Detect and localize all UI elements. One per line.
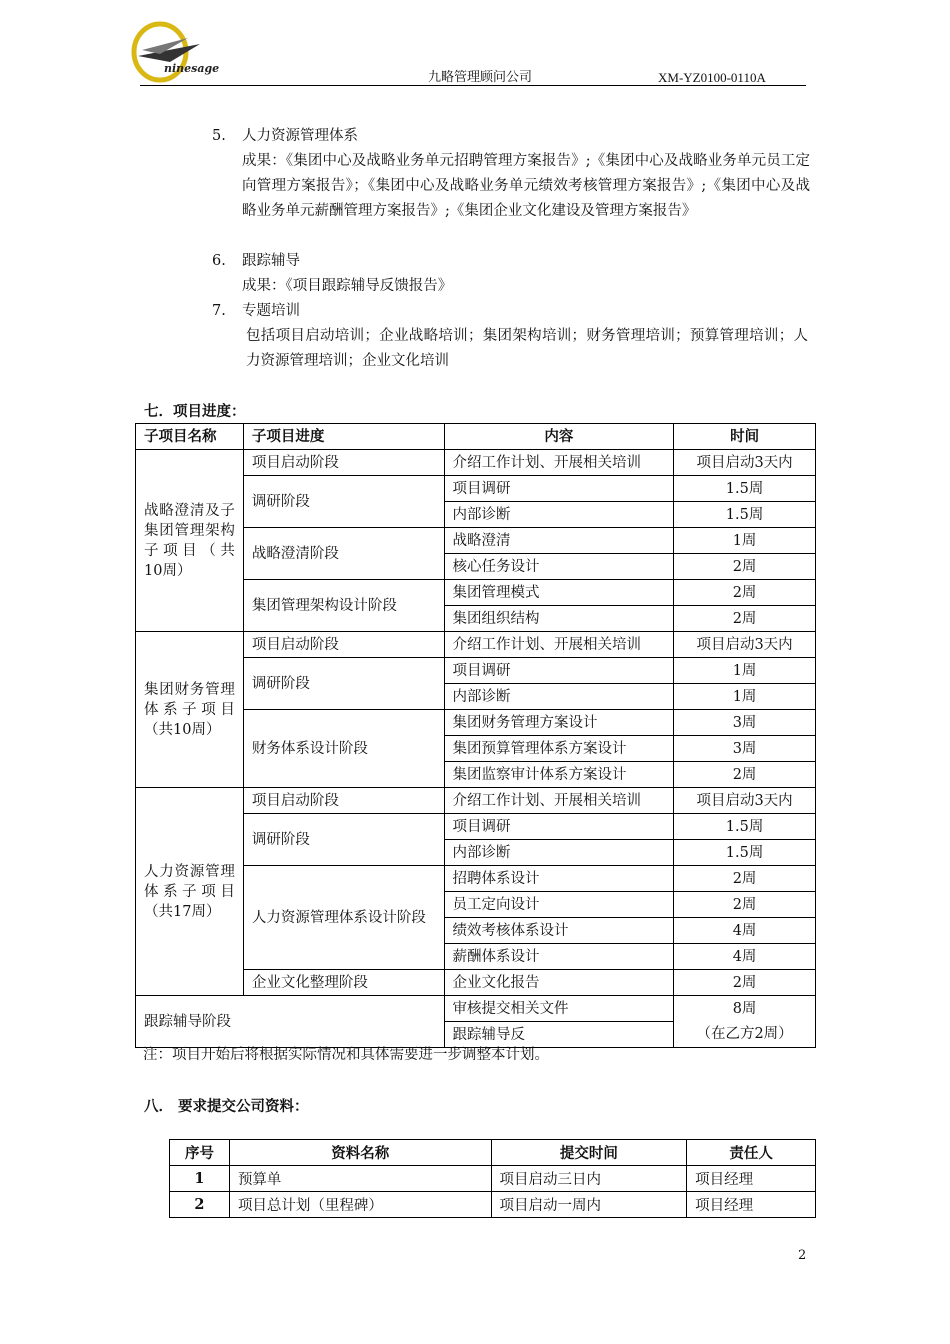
time-cell: 1.5周 <box>674 476 816 502</box>
logo-text: ninesage <box>164 62 220 75</box>
time-cell: 1.5周 <box>674 840 816 866</box>
header-cell: 子项目名称 <box>136 424 244 450</box>
header-company: 九略管理顾问公司 <box>427 70 532 85</box>
header-cell: 资料名称 <box>229 1140 491 1166</box>
phase-cell: 战略澄清阶段 <box>243 528 444 580</box>
phase-cell: 项目启动阶段 <box>243 450 444 476</box>
content-cell: 战略澄清 <box>444 528 674 554</box>
time-cell: 项目启动3天内 <box>674 788 816 814</box>
table-row <box>136 450 816 476</box>
content-cell: 项目调研 <box>444 476 674 502</box>
list-item-body: 成果：《集团中心及战略业务单元招聘管理方案报告》;《集团中心及战略业务单元员工定向管理方案报告》；《集团中心及战略业务单元绩效考核管理方案报告》;《集团中心及战略业务单元薪酬管理方案报告》;《集团企业文化建设及管理方案报告》 <box>242 153 810 219</box>
time-cell: 2周 <box>674 866 816 892</box>
phase-cell: 调研阶段 <box>243 476 444 528</box>
phase-cell: 项目启动阶段 <box>243 788 444 814</box>
content-cell: 核心任务设计 <box>444 554 674 580</box>
header-divider <box>140 85 806 86</box>
subproject-name: 人力资源管理体系子项目（共17周） <box>136 788 244 996</box>
time-cell: 1周 <box>674 528 816 554</box>
header-cell: 时间 <box>674 424 816 450</box>
time-cell: 2周 <box>674 892 816 918</box>
content-cell: 集团管理模式 <box>444 580 674 606</box>
time-cell: 2周 <box>674 606 816 632</box>
list-item-number: 7. <box>212 303 226 319</box>
header-cell: 责任人 <box>687 1140 816 1166</box>
phase-cell: 人力资源管理体系设计阶段 <box>243 866 444 970</box>
phase-cell: 财务体系设计阶段 <box>243 710 444 788</box>
time-cell: 项目启动3天内 <box>674 450 816 476</box>
time-cell: 1周 <box>674 684 816 710</box>
phase-cell: 调研阶段 <box>243 814 444 866</box>
content-cell: 招聘体系设计 <box>444 866 674 892</box>
table-row <box>170 1192 816 1218</box>
table-row <box>136 632 816 658</box>
list-item-number: 5. <box>212 128 226 144</box>
time-cell: 3周 <box>674 710 816 736</box>
content-cell: 绩效考核体系设计 <box>444 918 674 944</box>
time-cell: 2周 <box>674 970 816 996</box>
list-item-number: 6. <box>212 253 226 269</box>
content-cell: 介绍工作计划、开展相关培训 <box>444 450 674 476</box>
time-cell: 2周 <box>674 554 816 580</box>
content-cell: 集团财务管理方案设计 <box>444 710 674 736</box>
header-cell: 序号 <box>170 1140 230 1166</box>
tracking-phase: 跟踪辅导阶段 <box>136 996 445 1048</box>
schedule-note: 注：项目开始后将根据实际情况和具体需要进一步调整本计划。 <box>143 1047 549 1063</box>
subproject-name: 战略澄清及子集团管理架构子项目（共10周） <box>136 450 244 632</box>
content-cell: 薪酬体系设计 <box>444 944 674 970</box>
header-cell: 提交时间 <box>491 1140 687 1166</box>
table-row <box>170 1166 816 1192</box>
content-cell: 跟踪辅导反 <box>444 1022 674 1048</box>
time-cell: 4周 <box>674 918 816 944</box>
schedule-table <box>135 423 816 1048</box>
section-7-title: 七．项目进度： <box>144 403 246 420</box>
content-cell: 内部诊断 <box>444 502 674 528</box>
content-cell: 介绍工作计划、开展相关培训 <box>444 788 674 814</box>
header-cell: 子项目进度 <box>243 424 444 450</box>
phase-cell: 企业文化整理阶段 <box>243 970 444 996</box>
tracking-time-note: （在乙方2周） <box>696 1025 793 1042</box>
time-cell: 1.5周 <box>674 502 816 528</box>
content-cell: 介绍工作计划、开展相关培训 <box>444 632 674 658</box>
time-cell: 2周 <box>674 580 816 606</box>
content-cell: 企业文化报告 <box>444 970 674 996</box>
materials-table <box>169 1139 816 1218</box>
content-cell: 项目调研 <box>444 814 674 840</box>
row-number: 1 <box>170 1166 230 1192</box>
content-cell: 集团监察审计体系方案设计 <box>444 762 674 788</box>
time-cell: 4周 <box>674 944 816 970</box>
section-8-title: 八． 要求提交公司资料： <box>144 1098 309 1115</box>
responsible-person: 项目经理 <box>687 1192 816 1218</box>
row-number: 2 <box>170 1192 230 1218</box>
list-item-title: 跟踪辅导 <box>242 253 300 269</box>
time-cell: 项目启动3天内 <box>674 632 816 658</box>
company-logo <box>130 14 225 84</box>
table-row <box>136 788 816 814</box>
submit-time: 项目启动一周内 <box>491 1192 687 1218</box>
list-item-title: 专题培训 <box>242 303 300 319</box>
time-cell: 1.5周 <box>674 814 816 840</box>
content-cell: 内部诊断 <box>444 840 674 866</box>
header-code: XM-YZ0100-0110A <box>658 70 766 85</box>
list-item-body: 成果：《项目跟踪辅导反馈报告》 <box>242 278 453 294</box>
responsible-person: 项目经理 <box>687 1166 816 1192</box>
tracking-time <box>674 996 816 1048</box>
phase-cell: 调研阶段 <box>243 658 444 710</box>
header-cell: 内容 <box>444 424 674 450</box>
time-cell: 3周 <box>674 736 816 762</box>
content-cell: 集团预算管理体系方案设计 <box>444 736 674 762</box>
time-cell: 1周 <box>674 658 816 684</box>
content-cell: 项目调研 <box>444 658 674 684</box>
phase-cell: 项目启动阶段 <box>243 632 444 658</box>
content-cell: 内部诊断 <box>444 684 674 710</box>
table-header-row <box>170 1140 816 1166</box>
subproject-name: 集团财务管理体系子项目（共10周） <box>136 632 244 788</box>
content-cell: 审核提交相关文件 <box>444 996 674 1022</box>
time-cell: 2周 <box>674 762 816 788</box>
material-name: 预算单 <box>229 1166 491 1192</box>
page-number: 2 <box>798 1248 807 1263</box>
phase-cell: 集团管理架构设计阶段 <box>243 580 444 632</box>
list-item-title: 人力资源管理体系 <box>242 128 358 144</box>
material-name: 项目总计划（里程碑） <box>229 1192 491 1218</box>
table-header-row <box>136 424 816 450</box>
table-row <box>136 996 816 1022</box>
submit-time: 项目启动三日内 <box>491 1166 687 1192</box>
content-cell: 集团组织结构 <box>444 606 674 632</box>
list-item-body: 包括项目启动培训；企业战略培训；集团架构培训；财务管理培训；预算管理培训；人力资源管理培训；企业文化培训 <box>246 328 808 369</box>
content-cell: 员工定向设计 <box>444 892 674 918</box>
tracking-time-duration: 8周 <box>732 1000 757 1017</box>
